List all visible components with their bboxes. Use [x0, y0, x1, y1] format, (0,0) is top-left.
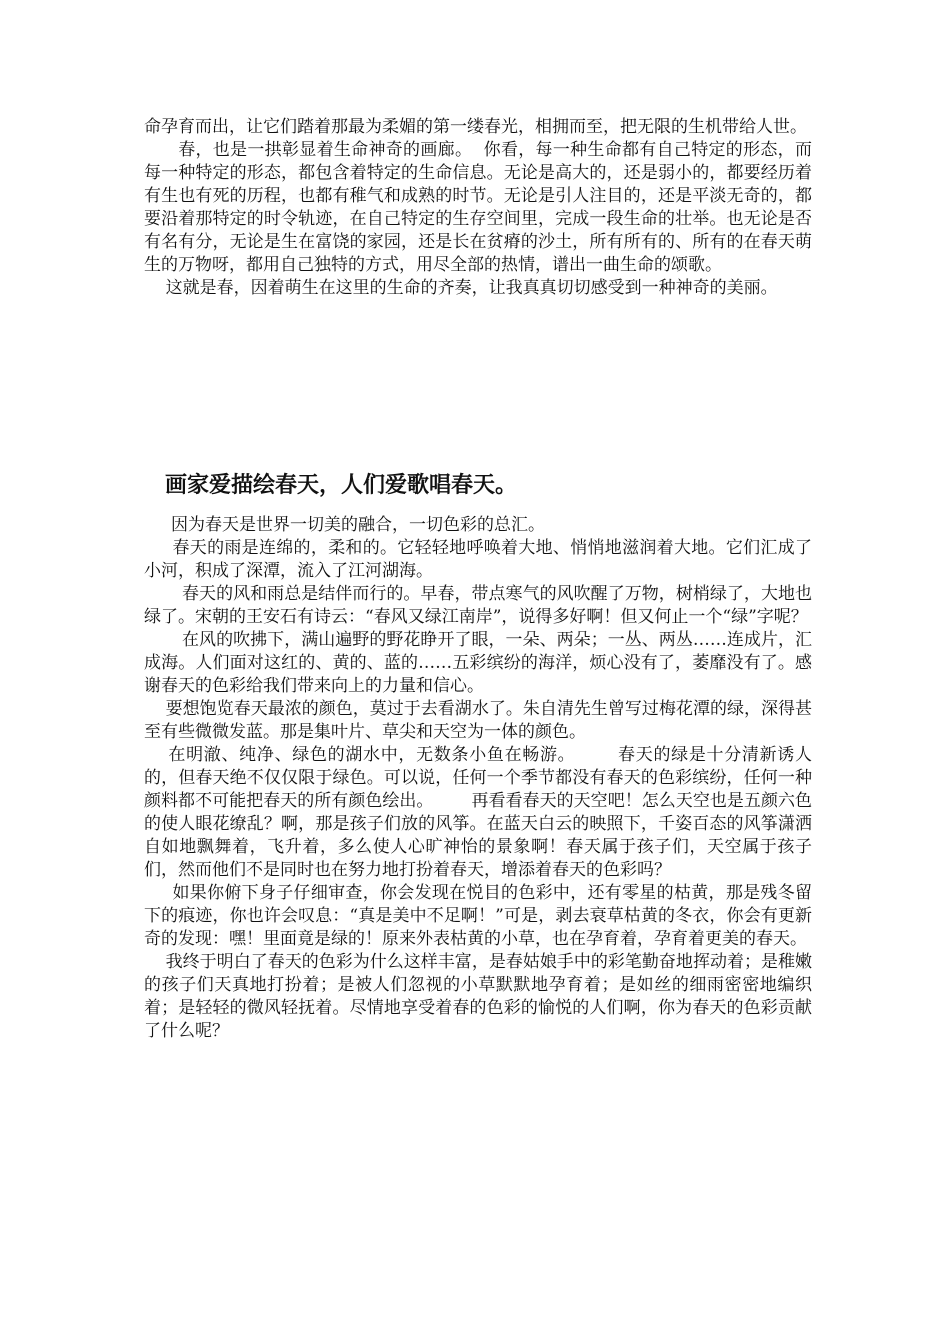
paragraph-5: 春天的雨是连绵的，柔和的。它轻轻地呼唤着大地、悄悄地滋润着大地。它们汇成了小河，积成了深潭，流入了江河湖海。 [144, 538, 812, 581]
paragraph-2: 春，也是一拱彰显着生命神奇的画廊。 你看，每一种生命都有自己特定的形态，而每一种特定的形态，都包含着特定的生命信息。无论是高大的，还是弱小的，都要经历着有生也有死的历程，也都有稚气和成熟的时节。无论是引人注目的，还是平淡无奇的，都要沿着那特定的时令轨迹，在自己特定的生存空间里，完成一段生命的壮举。也无论是否有名有分，无论是生在富饶的家园，还是长在贫瘠的沙土，所有所有的、所有的在春天萌生的万物呀，都用自己独特的方式，用尽全部的热情，谱出一曲生命的颂歌。 [144, 140, 812, 275]
paragraph-7: 在风的吹拂下，满山遍野的野花睁开了眼，一朵、两朵；一丛、两丛……连成片，汇成海。人们面对这红的、黄的、蓝的……五彩缤纷的海洋，烦心没有了，萎靡没有了。感谢春天的色彩给我们带来向上的力量和信心。 [144, 630, 813, 696]
section-1 [144, 116, 812, 300]
paragraph-9: 在明澈、纯净、绿色的湖水中，无数条小鱼在畅游。 春天的绿是十分清新诱人的，但春天绝不仅仅限于绿色。可以说，任何一个季节都没有春天的色彩缤纷，任何一种颜料都不可能把春天的所有颜色绘出。 再看看春天的天空吧！怎么天空也是五颜六色的使人眼花缭乱？啊，那是孩子们放的风筝。在蓝天白云的映照下，千姿百态的风筝潇洒自如地飘舞着，飞升着，多么使人心旷神怡的景象啊！春天属于孩子们，天空属于孩子们，然而他们不是同时也在努力地打扮着春天，增添着春天的色彩吗？ [144, 745, 813, 880]
section-2 [144, 514, 812, 1043]
paragraph-4: 因为春天是世界一切美的融合，一切色彩的总汇。 [144, 515, 546, 535]
paragraph-8: 要想饱览春天最浓的颜色，莫过于去看湖水了。朱自清先生曾写过梅花潭的绿，深得甚至有些微微发蓝。那是集叶片、草尖和天空为一体的颜色。 [144, 699, 812, 742]
paragraph-6: 春天的风和雨总是结伴而行的。早春，带点寒气的风吹醒了万物，树梢绿了，大地也绿了。宋朝的王安石有诗云：“春风又绿江南岸”，说得多好啊！但又何止一个“绿”字呢？ [144, 584, 813, 627]
paragraph-10: 如果你俯下身子仔细审查，你会发现在悦目的色彩中，还有零星的枯黄，那是残冬留下的痕迹，你也许会叹息：“真是美中不足啊！”可是，剥去衰草枯黄的冬衣，你会有更新奇的发现：嘿！里面竟是绿的！原来外表枯黄的小草，也在孕育着，孕育着更美的春天。 [144, 883, 812, 949]
section-2-title: 画家爱描绘春天，人们爱歌唱春天。 [165, 472, 518, 498]
paragraph-11: 我终于明白了春天的色彩为什么这样丰富，是春姑娘手中的彩笔勤奋地挥动着；是稚嫩的孩子们天真地打扮着；是被人们忽视的小草默默地孕育着；是如丝的细雨密密地编织着；是轻轻的微风轻抚着。尽情地享受着春的色彩的愉悦的人们啊，你为春天的色彩贡献了什么呢？ [144, 952, 812, 1041]
paragraph-3: 这就是春，因着萌生在这里的生命的齐奏，让我真真切切感受到一种神奇的美丽。 [144, 278, 778, 298]
paragraph-1: 命孕育而出，让它们踏着那最为柔媚的第一缕春光，相拥而至，把无限的生机带给人世。 [144, 117, 807, 137]
